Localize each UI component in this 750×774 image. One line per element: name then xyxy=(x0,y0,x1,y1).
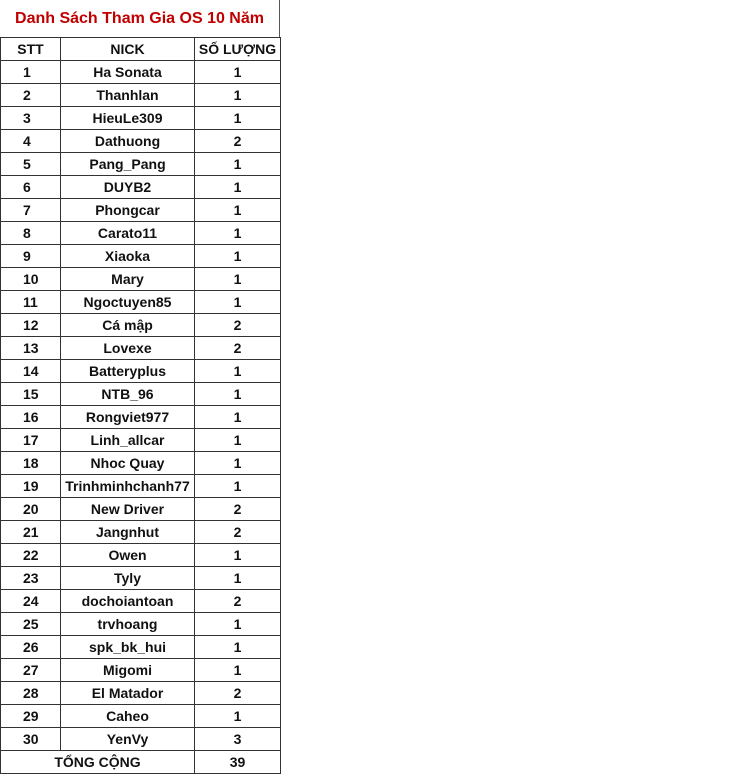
row-qty: 2 xyxy=(195,337,281,360)
row-nick: trvhoang xyxy=(61,613,195,636)
table-row xyxy=(1,291,281,314)
row-qty: 2 xyxy=(195,590,281,613)
row-nick: spk_bk_hui xyxy=(61,636,195,659)
table-row xyxy=(1,567,281,590)
participant-table xyxy=(0,37,281,774)
row-stt: 16 xyxy=(1,406,61,429)
row-qty: 2 xyxy=(195,521,281,544)
row-qty: 1 xyxy=(195,383,281,406)
row-nick: YenVy xyxy=(61,728,195,751)
row-qty: 1 xyxy=(195,705,281,728)
row-qty: 1 xyxy=(195,61,281,84)
table-row xyxy=(1,245,281,268)
row-stt: 25 xyxy=(1,613,61,636)
table-row xyxy=(1,153,281,176)
table-row xyxy=(1,360,281,383)
table-row xyxy=(1,199,281,222)
row-stt: 4 xyxy=(1,130,61,153)
row-qty: 2 xyxy=(195,130,281,153)
total-label: TỔNG CỘNG xyxy=(1,751,195,774)
row-nick: Caheo xyxy=(61,705,195,728)
row-nick: Owen xyxy=(61,544,195,567)
row-stt: 13 xyxy=(1,337,61,360)
row-qty: 1 xyxy=(195,567,281,590)
total-row xyxy=(1,751,281,774)
row-qty: 1 xyxy=(195,176,281,199)
row-stt: 28 xyxy=(1,682,61,705)
row-stt: 11 xyxy=(1,291,61,314)
row-qty: 1 xyxy=(195,475,281,498)
row-nick: Cá mập xyxy=(61,314,195,337)
row-nick: Xiaoka xyxy=(61,245,195,268)
row-qty: 1 xyxy=(195,291,281,314)
row-nick: Linh_allcar xyxy=(61,429,195,452)
table-row xyxy=(1,498,281,521)
row-nick: HieuLe309 xyxy=(61,107,195,130)
row-stt: 27 xyxy=(1,659,61,682)
row-stt: 21 xyxy=(1,521,61,544)
row-qty: 1 xyxy=(195,406,281,429)
row-stt: 24 xyxy=(1,590,61,613)
row-qty: 1 xyxy=(195,360,281,383)
sheet-title: Danh Sách Tham Gia OS 10 Năm xyxy=(0,0,280,37)
table-row xyxy=(1,682,281,705)
row-stt: 3 xyxy=(1,107,61,130)
row-stt: 9 xyxy=(1,245,61,268)
participant-sheet xyxy=(0,0,280,774)
row-nick: Mary xyxy=(61,268,195,291)
table-row xyxy=(1,544,281,567)
table-row xyxy=(1,452,281,475)
row-qty: 1 xyxy=(195,452,281,475)
row-nick: Phongcar xyxy=(61,199,195,222)
row-nick: Jangnhut xyxy=(61,521,195,544)
row-qty: 1 xyxy=(195,107,281,130)
row-nick: Ngoctuyen85 xyxy=(61,291,195,314)
row-nick: El Matador xyxy=(61,682,195,705)
row-nick: Carato11 xyxy=(61,222,195,245)
row-qty: 1 xyxy=(195,429,281,452)
table-row xyxy=(1,268,281,291)
row-stt: 15 xyxy=(1,383,61,406)
row-qty: 1 xyxy=(195,659,281,682)
table-row xyxy=(1,590,281,613)
row-nick: Lovexe xyxy=(61,337,195,360)
row-nick: Dathuong xyxy=(61,130,195,153)
row-qty: 1 xyxy=(195,245,281,268)
row-stt: 8 xyxy=(1,222,61,245)
row-stt: 26 xyxy=(1,636,61,659)
header-nick: NICK xyxy=(61,38,195,61)
table-row xyxy=(1,222,281,245)
row-qty: 1 xyxy=(195,268,281,291)
row-stt: 1 xyxy=(1,61,61,84)
row-nick: dochoiantoan xyxy=(61,590,195,613)
row-qty: 1 xyxy=(195,199,281,222)
row-qty: 2 xyxy=(195,498,281,521)
row-nick: Tyly xyxy=(61,567,195,590)
row-nick: Thanhlan xyxy=(61,84,195,107)
row-qty: 1 xyxy=(195,613,281,636)
row-nick: Nhoc Quay xyxy=(61,452,195,475)
row-qty: 2 xyxy=(195,682,281,705)
row-stt: 5 xyxy=(1,153,61,176)
row-qty: 1 xyxy=(195,84,281,107)
row-nick: NTB_96 xyxy=(61,383,195,406)
row-stt: 2 xyxy=(1,84,61,107)
row-qty: 1 xyxy=(195,222,281,245)
table-row xyxy=(1,61,281,84)
row-nick: Batteryplus xyxy=(61,360,195,383)
row-qty: 1 xyxy=(195,153,281,176)
header-row xyxy=(1,38,281,61)
row-stt: 19 xyxy=(1,475,61,498)
row-nick: Trinhminhchanh77 xyxy=(61,475,195,498)
row-stt: 29 xyxy=(1,705,61,728)
row-nick: New Driver xyxy=(61,498,195,521)
table-row xyxy=(1,475,281,498)
table-row xyxy=(1,406,281,429)
row-nick: Pang_Pang xyxy=(61,153,195,176)
row-stt: 30 xyxy=(1,728,61,751)
table-row xyxy=(1,636,281,659)
table-row xyxy=(1,521,281,544)
table-row xyxy=(1,337,281,360)
table-row xyxy=(1,176,281,199)
table-row xyxy=(1,728,281,751)
row-stt: 10 xyxy=(1,268,61,291)
row-nick: DUYB2 xyxy=(61,176,195,199)
row-stt: 14 xyxy=(1,360,61,383)
row-stt: 17 xyxy=(1,429,61,452)
row-qty: 1 xyxy=(195,636,281,659)
row-qty: 1 xyxy=(195,544,281,567)
table-row xyxy=(1,107,281,130)
row-stt: 20 xyxy=(1,498,61,521)
row-stt: 6 xyxy=(1,176,61,199)
row-nick: Ha Sonata xyxy=(61,61,195,84)
row-stt: 12 xyxy=(1,314,61,337)
table-row xyxy=(1,659,281,682)
total-value: 39 xyxy=(195,751,281,774)
row-stt: 22 xyxy=(1,544,61,567)
row-nick: Rongviet977 xyxy=(61,406,195,429)
row-qty: 3 xyxy=(195,728,281,751)
row-stt: 18 xyxy=(1,452,61,475)
table-row xyxy=(1,314,281,337)
table-row xyxy=(1,130,281,153)
table-row xyxy=(1,84,281,107)
table-body xyxy=(1,61,281,751)
table-row xyxy=(1,383,281,406)
table-row xyxy=(1,705,281,728)
row-stt: 23 xyxy=(1,567,61,590)
header-qty: SỐ LƯỢNG xyxy=(195,38,281,61)
row-stt: 7 xyxy=(1,199,61,222)
row-nick: Migomi xyxy=(61,659,195,682)
row-qty: 2 xyxy=(195,314,281,337)
table-row xyxy=(1,613,281,636)
header-stt: STT xyxy=(1,38,61,61)
table-row xyxy=(1,429,281,452)
